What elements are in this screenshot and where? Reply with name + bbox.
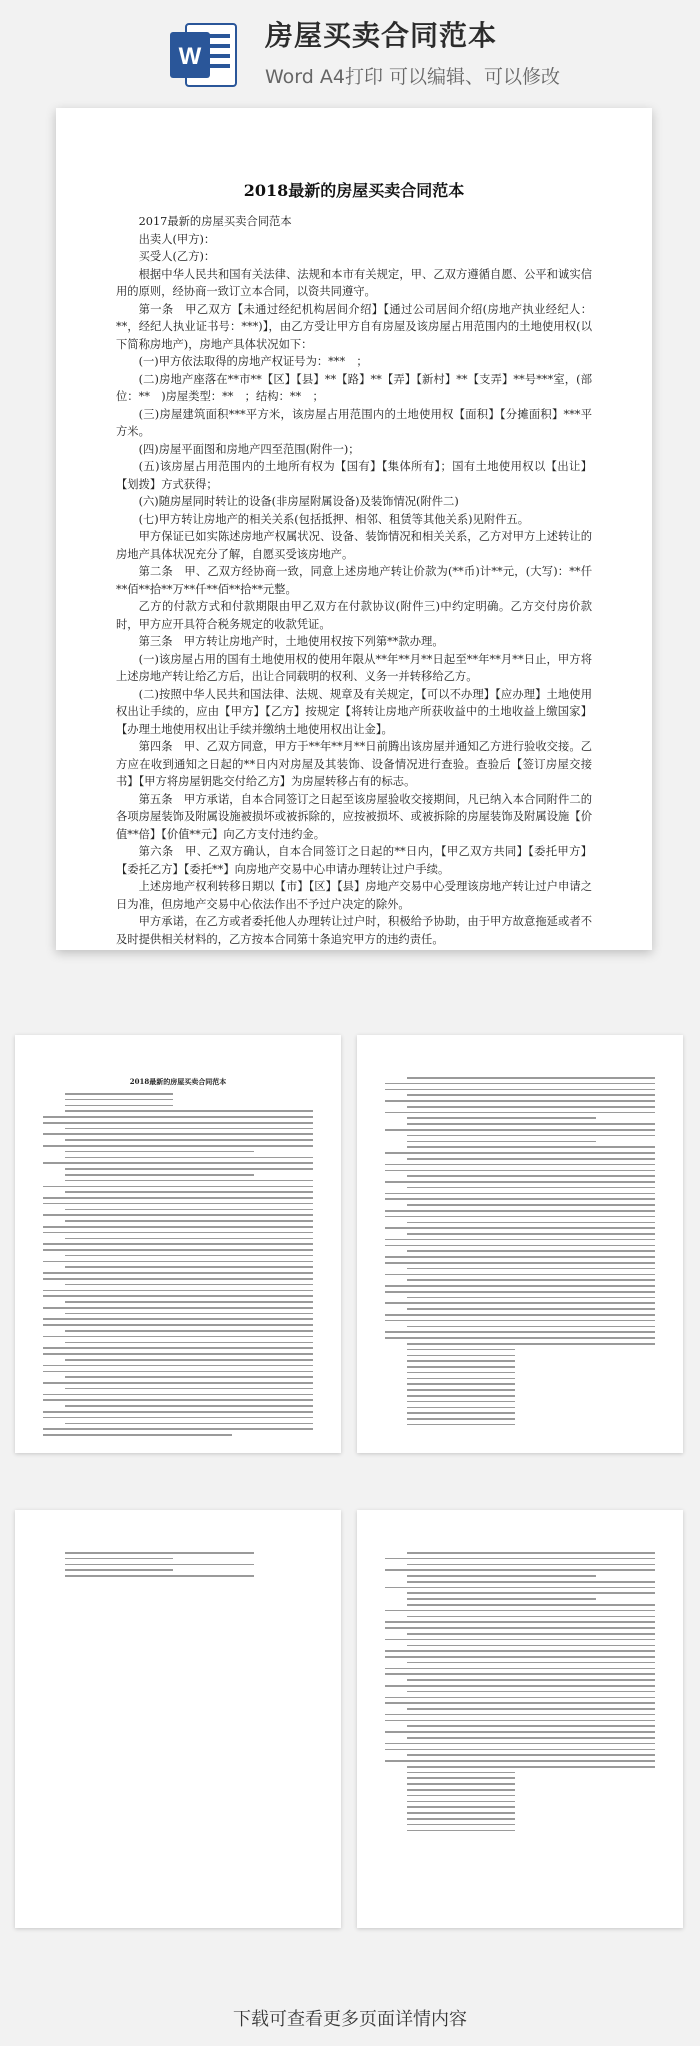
document-paragraph: (六)随房屋同时转让的设备(非房屋附属设备)及装饰情况(附件二) <box>138 495 459 508</box>
thumbnail-text-line <box>385 1112 655 1114</box>
thumbnail-text-line <box>43 1203 313 1205</box>
thumbnail-text-line <box>407 1389 515 1391</box>
thumbnail-text-line <box>407 1343 655 1345</box>
thumbnail-text-line <box>65 1157 313 1159</box>
thumbnail-text-line <box>385 1337 655 1339</box>
thumbnail-text-line <box>65 1099 173 1101</box>
thumbnail-text-line <box>407 1222 655 1224</box>
thumbnail-text-line <box>385 1697 655 1699</box>
thumbnail-text-line <box>43 1243 313 1245</box>
thumbnail-text-line <box>385 1749 655 1751</box>
document-paragraph: 出卖人(甲方)： <box>138 232 216 246</box>
thumbnail-text-line <box>407 1783 515 1785</box>
document-paragraph: 第一条 甲乙双方【未通过经纪机构居间介绍】【通过公司居间介绍(房地产执业经纪人：**，经纪人执业证书号：***)】，由乙方受让甲方自有房屋及该房屋占用范围内的土地使用权(以下简称房地产)，房地产具体状况如下： <box>116 302 592 351</box>
thumbnail-text-line <box>407 1297 655 1299</box>
thumbnail-text-line <box>385 1673 655 1675</box>
thumbnail-text-line <box>43 1428 313 1430</box>
thumbnail-text-line <box>43 1197 313 1199</box>
thumbnail-text-line <box>407 1308 655 1310</box>
thumbnail-title: 2018最新的房屋买卖合同范本 <box>129 1077 227 1086</box>
thumbnail-text-line <box>385 1198 655 1200</box>
thumbnail-text-line <box>407 1777 515 1779</box>
thumbnail-text-line <box>65 1575 254 1577</box>
thumbnail-text-line <box>407 1766 655 1768</box>
thumbnail-text-line <box>43 1434 232 1436</box>
thumbnail-text-line <box>385 1650 655 1652</box>
thumbnail-text-line <box>407 1250 655 1252</box>
thumbnail-text-line <box>385 1320 655 1322</box>
thumbnail-text-line <box>407 1383 515 1385</box>
thumbnail-text-line <box>43 1133 313 1135</box>
thumbnail-text-line <box>65 1139 313 1141</box>
document-paragraph: 上述房地产权利转移日期以【市】【区】【县】房地产交易中心受理该房地产转让过户申请之日为准，但房地产交易中心依法作出不予过户决定的除外。 <box>116 880 592 911</box>
document-paragraph: (五)该房屋占用范围内的土地所有权为【国有】【集体所有】；国有土地使用权以【出让】【划拨】方式获得； <box>116 460 592 491</box>
thumbnail-text-line <box>43 1214 313 1216</box>
thumbnail-text-line <box>407 1708 655 1710</box>
thumbnail-text-line <box>65 1569 173 1571</box>
thumbnail-text-line <box>385 1129 655 1131</box>
thumbnail-text-line <box>407 1725 655 1727</box>
thumbnail-text-line <box>407 1424 515 1426</box>
thumbnail-text-line <box>385 1639 655 1641</box>
page-subtitle: Word A4打印 可以编辑、可以修改 <box>265 66 561 88</box>
thumbnail-text-line <box>43 1324 313 1326</box>
thumbnail-text-line <box>407 1633 655 1635</box>
thumbnail-text-line <box>43 1382 313 1384</box>
thumbnail-text-line <box>385 1239 655 1241</box>
thumbnail-text-line <box>407 1679 655 1681</box>
document-paragraph: 根据中华人民共和国有关法律、法规和本市有关规定，甲、乙双方遵循自愿、公平和诚实信用的原则，经协商一致订立本合同，以资共同遵守。 <box>116 267 592 298</box>
thumbnail-text-line <box>407 1395 515 1397</box>
thumbnail-text-line <box>65 1128 313 1130</box>
thumbnail-text-line <box>65 1093 173 1095</box>
thumbnail-text-line <box>385 1291 655 1293</box>
thumbnail-text-line <box>43 1116 313 1118</box>
thumbnail-text-line <box>65 1313 313 1315</box>
thumbnail-text-line <box>43 1261 313 1263</box>
thumbnail-text-line <box>407 1123 655 1125</box>
thumbnail-text-line <box>407 1812 515 1814</box>
document-paragraph: 乙方的付款方式和付款期限由甲乙双方在付款协议(附件三)中约定明确。乙方交付房价款时，甲方应开具符合税务规定的收款凭证。 <box>116 600 592 631</box>
thumbnail-text-line <box>385 1216 655 1218</box>
thumbnail-text-line <box>385 1245 655 1247</box>
thumbnail-text-line <box>385 1262 655 1264</box>
thumbnail-text-line <box>65 1558 173 1560</box>
document-paragraph: (二)房地产座落在**市**【区】【县】**【路】**【弄】【新村】**【支弄】**号***室，(部位：** )房屋类型：** ；结构：** ； <box>116 372 592 403</box>
thumbnail-text-line <box>43 1307 313 1309</box>
thumbnail-text-line <box>43 1399 313 1401</box>
thumbnail-text-line <box>65 1168 313 1170</box>
thumbnail-text-line <box>407 1691 655 1693</box>
thumbnail-text-line <box>407 1077 655 1079</box>
thumbnail-page-1[interactable] <box>15 1035 341 1453</box>
thumbnail-text-line <box>407 1575 596 1577</box>
thumbnail-text-line <box>407 1106 655 1108</box>
thumbnail-text-line <box>65 1174 254 1176</box>
svg-text:W: W <box>178 43 202 70</box>
thumbnail-text-line <box>65 1301 313 1303</box>
thumbnail-text-line <box>407 1355 515 1357</box>
thumbnail-text-line <box>65 1388 313 1390</box>
thumbnail-text-line <box>65 1110 313 1112</box>
thumbnail-text-line <box>65 1209 313 1211</box>
thumbnail-text-line <box>43 1145 313 1147</box>
thumbnail-text-line <box>407 1789 515 1791</box>
document-paragraph: (四)房屋平面图和房地产四至范围(附件一)； <box>138 442 360 456</box>
document-paragraph: 第三条 甲方转让房地产时，土地使用权按下列第**款办理。 <box>138 635 444 648</box>
thumbnail-text-line <box>407 1616 655 1618</box>
thumbnail-page-2[interactable] <box>357 1035 683 1453</box>
document-paragraph: 2017最新的房屋买卖合同范本 <box>138 215 292 228</box>
thumbnail-text-line <box>385 1587 655 1589</box>
document-paragraph: 第二条 甲、乙双方经协商一致，同意上述房地产转让价款为(**币)计**元，(大写)：**仟**佰**拾**万**仟**佰**拾**元整。 <box>116 565 592 596</box>
thumbnail-text-line <box>43 1122 313 1124</box>
document-paragraph: (三)房屋建筑面积***平方米，该房屋占用范围内的土地使用权【面积】【分摊面积】***平方米。 <box>116 407 592 438</box>
thumbnail-text-line <box>407 1598 596 1600</box>
thumbnail-text-line <box>407 1360 515 1362</box>
thumbnail-text-line <box>407 1117 596 1119</box>
document-paragraph: (一)甲方依法取得的房地产权证号为：*** ； <box>138 355 368 368</box>
document-title: 2018最新的房屋买卖合同范本 <box>243 181 465 200</box>
thumbnail-text-line <box>407 1552 655 1554</box>
thumbnail-text-line <box>43 1290 313 1292</box>
thumbnail-text-line <box>385 1089 655 1091</box>
thumbnail-text-line <box>43 1371 313 1373</box>
thumbnail-text-line <box>43 1417 313 1419</box>
thumbnail-text-line <box>407 1407 515 1409</box>
thumbnail-text-line <box>43 1411 313 1413</box>
thumbnail-text-line <box>65 1423 313 1425</box>
thumbnail-text-line <box>407 1592 655 1594</box>
document-paragraph: 甲方保证已如实陈述房地产权属状况、设备、装饰情况和相关关系，乙方对甲方上述转让的房地产具体状况充分了解，自愿买受该房地产。 <box>116 530 592 561</box>
document-paragraph: 甲方承诺，在乙方或者委托他人办理转让过户时，积极给予协助，由于甲方故意拖延或者不及时提供相关材料的，乙方按本合同第十条追究甲方的违约责任。 <box>116 915 592 946</box>
thumbnail-text-line <box>407 1604 655 1606</box>
thumbnail-text-line <box>65 1266 313 1268</box>
thumbnail-text-line <box>43 1162 313 1164</box>
thumbnail-text-line <box>43 1353 313 1355</box>
document-paragraph: (二)按照中华人民共和国法律、法规、规章及有关规定，【可以不办理】【应办理】土地使用权出让手续的，应由【甲方】【乙方】按规定【将转让房地产所获收益中的土地收益上缴国家】【办理土地使用权出让手续并缴纳土地使用权出让金】。 <box>116 687 592 736</box>
thumbnail-text-line <box>407 1581 655 1583</box>
thumbnail-text-line <box>385 1274 655 1276</box>
thumbnail-text-line <box>43 1295 313 1297</box>
thumbnail-text-line <box>385 1164 655 1166</box>
thumbnail-text-line <box>65 1180 313 1182</box>
thumbnail-text-line <box>65 1552 254 1554</box>
thumbnail-text-line <box>385 1170 655 1172</box>
thumbnail-text-line <box>43 1365 313 1367</box>
thumbnail-text-line <box>407 1187 655 1189</box>
thumbnail-text-line <box>407 1378 515 1380</box>
thumbnail-text-line <box>43 1226 313 1228</box>
thumbnail-text-line <box>407 1818 515 1820</box>
thumbnail-text-line <box>407 1141 596 1143</box>
thumbnail-page-4[interactable] <box>357 1510 683 1928</box>
thumbnail-text-line <box>43 1318 313 1320</box>
thumbnail-text-line <box>385 1621 655 1623</box>
thumbnail-text-line <box>407 1401 515 1403</box>
word-document-icon <box>168 20 240 90</box>
thumbnail-text-line <box>65 1220 313 1222</box>
thumbnail-text-line <box>407 1326 655 1328</box>
thumbnail-text-line <box>65 1564 254 1566</box>
thumbnail-text-line <box>43 1232 313 1234</box>
thumbnail-text-line <box>407 1662 655 1664</box>
thumbnail-text-line <box>407 1349 515 1351</box>
thumbnail-text-line <box>385 1685 655 1687</box>
thumbnail-text-line <box>407 1146 655 1148</box>
thumbnail-text-line <box>407 1233 655 1235</box>
thumbnail-text-line <box>407 1772 515 1774</box>
document-paragraph: (一)该房屋占用的国有土地使用权的使用年限从**年**月**日起至**年**月**日止，甲方将上述房地产转让给乙方后，出让合同载明的权利、义务一并转移给乙方。 <box>116 652 592 683</box>
thumbnail-text-line <box>407 1806 515 1808</box>
thumbnail-text-line <box>43 1336 313 1338</box>
thumbnail-text-line <box>385 1314 655 1316</box>
thumbnail-text-line <box>385 1558 655 1560</box>
thumbnail-text-line <box>43 1278 313 1280</box>
thumbnail-text-line <box>407 1175 655 1177</box>
thumbnail-text-line <box>407 1204 655 1206</box>
thumbnail-text-line <box>385 1720 655 1722</box>
document-preview-page <box>56 108 652 950</box>
thumbnail-text-line <box>43 1347 313 1349</box>
thumbnail-text-line <box>385 1731 655 1733</box>
thumbnail-text-line <box>65 1359 313 1361</box>
thumbnail-text-line <box>407 1564 655 1566</box>
thumbnail-text-line <box>407 1366 515 1368</box>
thumbnail-text-line <box>65 1191 313 1193</box>
thumbnail-text-line <box>43 1249 313 1251</box>
thumbnail-text-line <box>407 1268 655 1270</box>
thumbnail-text-line <box>385 1610 655 1612</box>
thumbnail-text-line <box>385 1743 655 1745</box>
thumbnail-text-line <box>43 1394 313 1396</box>
thumbnail-text-line <box>65 1238 313 1240</box>
thumbnail-text-line <box>407 1645 655 1647</box>
thumbnail-text-line <box>407 1754 655 1756</box>
thumbnail-text-line <box>407 1830 515 1832</box>
thumbnail-text-line <box>43 1272 313 1274</box>
thumbnail-text-line <box>65 1151 254 1153</box>
thumbnail-text-line <box>385 1285 655 1287</box>
document-paragraph: 第四条 甲、乙双方同意，甲方于**年**月**日前腾出该房屋并通知乙方进行验收交接。乙方应在收到通知之日起的**日内对房屋及其装饰、设备情况进行查验。查验后【签订房屋交接书】【甲方将房屋钥匙交付给乙方】为房屋转移占有的标志。 <box>116 740 592 788</box>
document-paragraph: 第六条 甲、乙双方确认，自本合同签订之日起的**日内，【甲乙双方共同】【委托甲方】【委托乙方】【委托**】向房地产交易中心申请办理转让过户手续。 <box>116 845 592 876</box>
thumbnail-text-line <box>385 1668 655 1670</box>
thumbnail-text-line <box>385 1210 655 1212</box>
thumbnail-page-3[interactable] <box>15 1510 341 1928</box>
thumbnail-text-line <box>407 1737 655 1739</box>
thumbnail-text-line <box>65 1105 173 1107</box>
thumbnail-text-line <box>65 1342 313 1344</box>
document-paragraph: (七)甲方转让房地产的相关关系(包括抵押、相邻、租赁等其他关系)见附件五。 <box>138 512 530 526</box>
document-paragraph: 买受人(乙方)： <box>138 250 216 263</box>
thumbnail-text-line <box>385 1227 655 1229</box>
thumbnail-text-line <box>65 1330 313 1332</box>
header <box>0 0 700 100</box>
thumbnail-text-line <box>65 1284 313 1286</box>
thumbnail-text-line <box>385 1331 655 1333</box>
thumbnail-text-line <box>407 1372 515 1374</box>
thumbnail-text-line <box>407 1158 655 1160</box>
thumbnail-text-line <box>385 1656 655 1658</box>
thumbnail-text-line <box>385 1569 655 1571</box>
thumbnail-text-line <box>407 1795 515 1797</box>
thumbnail-text-line <box>407 1094 655 1096</box>
document-paragraph: 第五条 甲方承诺，自本合同签订之日起至该房屋验收交接期间，凡已纳入本合同附件二的各项房屋装饰及附属设施被损坏或被拆除的，应按被损坏、或被拆除的房屋装饰及附属设施【价值**倍】【价值**元】向乙方支付违约金。 <box>116 792 592 841</box>
thumbnail-text-line <box>407 1412 515 1414</box>
more-pages-hint: 下载可查看更多页面详情内容 <box>233 2009 467 2030</box>
thumbnail-text-line <box>65 1405 313 1407</box>
thumbnail-text-line <box>43 1186 313 1188</box>
thumbnail-text-line <box>385 1302 655 1304</box>
thumbnail-text-line <box>407 1824 515 1826</box>
thumbnail-text-line <box>385 1627 655 1629</box>
thumbnail-text-line <box>407 1801 515 1803</box>
thumbnail-text-line <box>407 1418 515 1420</box>
thumbnail-text-line <box>385 1256 655 1258</box>
thumbnail-text-line <box>385 1193 655 1195</box>
thumbnail-text-line <box>65 1376 313 1378</box>
thumbnail-text-line <box>407 1135 655 1137</box>
thumbnail-text-line <box>385 1152 655 1154</box>
thumbnail-text-line <box>385 1760 655 1762</box>
thumbnail-text-line <box>385 1100 655 1102</box>
thumbnail-text-line <box>65 1255 313 1257</box>
thumbnail-text-line <box>385 1181 655 1183</box>
thumbnail-text-line <box>385 1702 655 1704</box>
page-title: 房屋买卖合同范本 <box>265 19 498 52</box>
thumbnail-text-line <box>385 1083 655 1085</box>
thumbnail-text-line <box>385 1714 655 1716</box>
thumbnail-text-line <box>407 1279 655 1281</box>
